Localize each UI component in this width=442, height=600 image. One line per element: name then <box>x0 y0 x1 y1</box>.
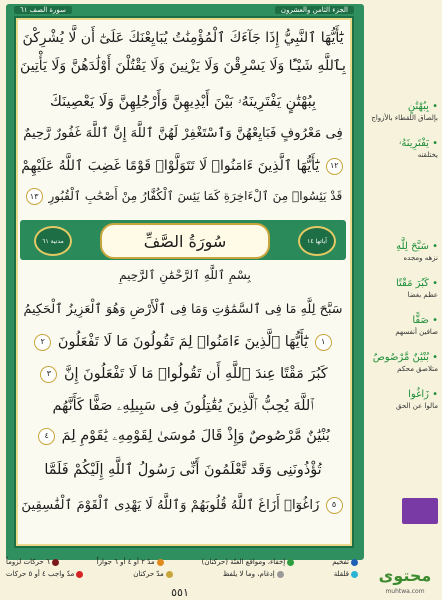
glossary-column <box>366 100 438 425</box>
legend-item: تفخيم <box>332 558 358 566</box>
color-dot-icon <box>351 559 358 566</box>
quran-line: تُؤْذُونَنِى وَقَد تَّعْلَمُونَ أَنِّى رَسُولُ ٱللَّهِ إِلَيْكُمْ فَلَمَّا <box>44 462 322 478</box>
quran-line: ٥ زَاغُوٓا۟ أَزَاغَ ٱللَّهُ قُلُوبَهُمْ وَٱللَّهُ لَا يَهْدِى ٱلْقَوْمَ ٱلْفَٰسِقِينَ <box>20 492 346 520</box>
legend-row <box>6 568 358 580</box>
glossary-term: • صَفًّا <box>412 315 438 326</box>
glossary-note <box>366 314 438 337</box>
glossary-meaning: بإلصاق اللقطاء بالأزواج <box>371 114 438 122</box>
surah-info-right: آياتها ١٤ <box>298 226 336 256</box>
glossary-meaning: نزهه ومجده <box>403 254 438 262</box>
color-dot-icon <box>277 571 284 578</box>
legend-item: إخفاء، ومواقع الغنّة (حركتان) <box>202 558 295 566</box>
quran-line: بُنْيَٰنٌ مَّرْصُوصٌ وَإِذْ قَالَ مُوسَىٰ لِقَوْمِهِۦ يَٰقَوْمِ لِمَ ٤ <box>20 422 346 450</box>
legend-item: مدّ واجب ٤ أو ٥ حركات <box>6 570 83 578</box>
logo-url: muhtwa.com <box>385 588 425 595</box>
legend-item: قلقلة <box>334 570 358 578</box>
glossary-note <box>366 137 438 160</box>
quran-line: يَٰٓأَيُّهَا ٱلنَّبِيُّ إِذَا جَآءَكَ ٱلْمُؤْمِنَٰتُ يُبَايِعْنَكَ عَلَىٰٓ أَن لَّا يُشْرِكْنَ <box>22 30 344 46</box>
color-dot-icon <box>166 571 173 578</box>
verse-number: ١٢ <box>326 158 343 175</box>
glossary-term: • يَفْتَرِينَهُۥ <box>398 138 438 149</box>
color-dot-icon <box>287 559 294 566</box>
glossary-meaning: مالوا عن الحق <box>396 402 438 410</box>
glossary-meaning: عظم بغضا <box>407 291 438 299</box>
surah-header <box>20 220 346 260</box>
legend-item: مدّ ٢ أو ٤ أو ٦ جوازاً <box>97 558 164 566</box>
juz-label: الجزء الثامن والعشرون <box>275 6 354 14</box>
glossary-meaning: صافين أنفسهم <box>395 328 438 336</box>
glossary-note <box>366 277 438 300</box>
glossary-term: • سَبَّحَ لِلَّهِ <box>396 241 438 252</box>
color-dot-icon <box>351 571 358 578</box>
quran-line: قَدْ يَئِسُوا۟ مِنَ ٱلْءَاخِرَةِ كَمَا يَئِسَ ٱلْكُفَّارُ مِنْ أَصْحَٰبِ ٱلْقُبُورِ ١٣ <box>20 182 346 210</box>
legend-item: إدغام، وما لا يلفظ <box>223 570 284 578</box>
color-dot-icon <box>52 559 59 566</box>
legend-row <box>6 556 358 568</box>
logo-text: محتوى <box>378 566 432 585</box>
quran-line: كَبُرَ مَقْتًا عِندَ ٱللَّهِ أَن تَقُولُوا۟ مَا لَا تَفْعَلُونَ إِنَّ ٣ <box>20 360 346 388</box>
verse-number: ٣ <box>40 366 57 383</box>
verse-number: ٢ <box>34 334 51 351</box>
verse-number: ١ <box>315 334 332 351</box>
glossary-note <box>366 240 438 263</box>
quran-line: فِى مَعْرُوفٍ فَبَايِعْهُنَّ وَٱسْتَغْفِرْ لَهُنَّ ٱللَّهَ إِنَّ ٱللَّهَ غَفُورٌ رَّحِيمٌ <box>23 126 343 141</box>
glossary-meaning: يختلقنه <box>417 151 438 159</box>
basmala: بِسْمِ ٱللَّهِ ٱلرَّحْمَٰنِ ٱلرَّحِيمِ <box>119 268 251 282</box>
verse-number: ١٣ <box>26 188 43 205</box>
surah-name: سُورَةُ الصَّفِّ <box>100 223 270 259</box>
page-number: ٥٥١ <box>171 586 189 599</box>
legend-item: ٦ حركات لزوماً <box>6 558 59 566</box>
surah-info-left: مدنية ٦١ <box>34 226 72 256</box>
quran-line: ١٢ يَٰٓأَيُّهَا ٱلَّذِينَ ءَامَنُوا۟ لَا تَتَوَلَّوْا۟ قَوْمًا غَضِبَ ٱللَّهُ عَلَيْهِمْ <box>20 152 346 180</box>
glossary-note <box>366 351 438 374</box>
color-dot-icon <box>76 571 83 578</box>
site-logo[interactable] <box>370 568 440 600</box>
glossary-term: • زَاغُوا <box>408 389 438 400</box>
verse-number: ٤ <box>38 428 55 445</box>
quran-line: سَبَّحَ لِلَّهِ مَا فِى ٱلسَّمَٰوَٰتِ وَمَا فِى ٱلْأَرْضِ وَهُوَ ٱلْعَزِيزُ ٱلْحَكِيمُ <box>23 302 343 317</box>
glossary-term: • كَبُرَ مَقْتًا <box>395 278 438 289</box>
glossary-meaning: متلاصق محكم <box>397 365 438 373</box>
bookmark-tab <box>402 498 438 524</box>
quran-line: بِبُهْتَٰنٍ يَفْتَرِينَهُۥ بَيْنَ أَيْدِيهِنَّ وَأَرْجُلِهِنَّ وَلَا يَعْصِينَكَ <box>50 94 316 110</box>
quran-line: ٱللَّهَ يُحِبُّ ٱلَّذِينَ يُقَٰتِلُونَ فِى سَبِيلِهِۦ صَفًّا كَأَنَّهُم <box>52 398 314 414</box>
color-dot-icon <box>157 559 164 566</box>
quran-line: بِٱللَّهِ شَيْـًٔا وَلَا يَسْرِقْنَ وَلَا يَزْنِينَ وَلَا يَقْتُلْنَ أَوْلَٰدَهُنَّ وَلَا يَأْتِينَ <box>20 58 346 74</box>
quran-line: ١ يَٰٓأَيُّهَا ٱلَّذِينَ ءَامَنُوا۟ لِمَ تَقُولُونَ مَا لَا تَفْعَلُونَ ٢ <box>20 328 346 356</box>
legend-item: مدّ حركتان <box>133 570 173 578</box>
page-header <box>14 5 354 15</box>
verse-number: ٥ <box>326 497 343 514</box>
glossary-term: • بِبُهْتَٰنٍ <box>407 101 438 112</box>
glossary-note <box>366 100 438 123</box>
tajweed-legend <box>6 556 358 590</box>
glossary-note <box>366 388 438 411</box>
surah-label: سورة الصف ٦١ <box>14 6 72 14</box>
glossary-term: • بُنْيَٰنٌ مَّرْصُوصٌ <box>372 352 438 363</box>
